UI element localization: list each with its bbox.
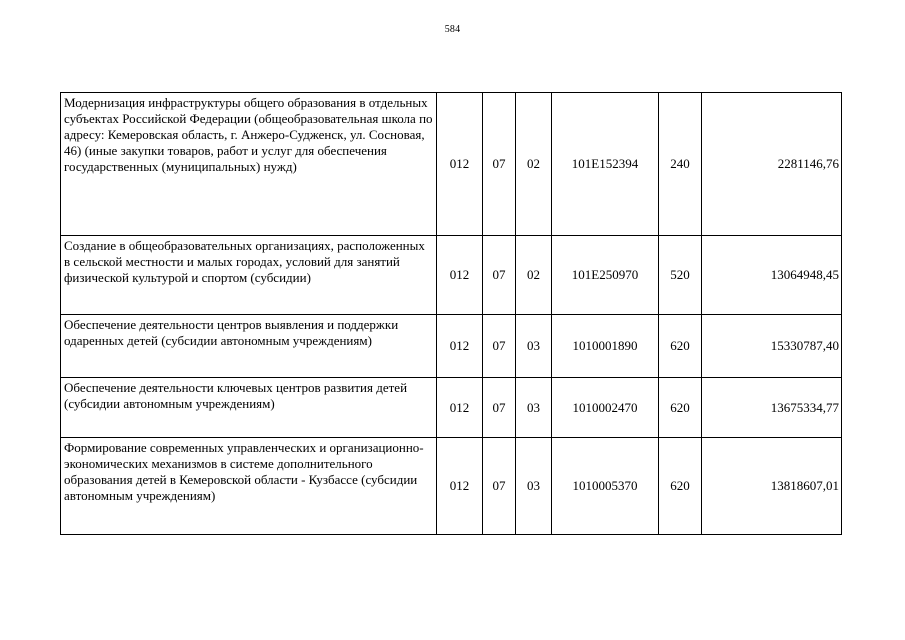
row-amount: 13675334,77 [702, 378, 842, 438]
row-description: Обеспечение деятельности центров выявления и поддержки одаренных детей (субсидии автономным учреждениям) [61, 315, 437, 378]
row-target-article: 101E152394 [552, 93, 659, 236]
row-target-article: 1010002470 [552, 378, 659, 438]
row-description: Создание в общеобразовательных организациях, расположенных в сельской местности и малых городах, условий для занятий физической культурой и спортом (субсидии) [61, 236, 437, 315]
row-target-article: 1010005370 [552, 438, 659, 535]
page-number: 584 [444, 24, 461, 35]
row-expense-type: 620 [659, 438, 702, 535]
row-description: Формирование современных управленческих и организационно-экономических механизмов в системе дополнительного образования детей в Кемеровской области - Кузбассе (субсидии автономным учреждениям) [61, 438, 437, 535]
row-subsection-code: 03 [516, 438, 552, 535]
row-subsection-code: 03 [516, 378, 552, 438]
row-section-code: 07 [483, 378, 516, 438]
row-section-code: 07 [483, 93, 516, 236]
row-amount: 15330787,40 [702, 315, 842, 378]
table-row [61, 438, 842, 535]
row-amount: 13818607,01 [702, 438, 842, 535]
row-amount: 2281146,76 [702, 93, 842, 236]
row-description: Обеспечение деятельности ключевых центров развития детей (субсидии автономным учреждениям) [61, 378, 437, 438]
row-section-code: 07 [483, 438, 516, 535]
row-amount: 13064948,45 [702, 236, 842, 315]
row-ministry-code: 012 [437, 93, 483, 236]
row-expense-type: 520 [659, 236, 702, 315]
row-subsection-code: 02 [516, 93, 552, 236]
row-expense-type: 620 [659, 315, 702, 378]
row-description: Модернизация инфраструктуры общего образования в отдельных субъектах Российской Федерации (общеобразовательная школа по адресу: Кемеровская область, г. Анжеро-Судженск, ул. Сосновая, 46) (иные закупки товаров, работ и услуг для обеспечения государственных (муниципальных) нужд) [61, 93, 437, 236]
row-ministry-code: 012 [437, 315, 483, 378]
table-row [61, 236, 842, 315]
row-ministry-code: 012 [437, 438, 483, 535]
row-target-article: 1010001890 [552, 315, 659, 378]
row-subsection-code: 03 [516, 315, 552, 378]
row-ministry-code: 012 [437, 378, 483, 438]
row-expense-type: 620 [659, 378, 702, 438]
budget-table [60, 92, 842, 535]
row-expense-type: 240 [659, 93, 702, 236]
row-section-code: 07 [483, 315, 516, 378]
table-row [61, 93, 842, 236]
row-target-article: 101E250970 [552, 236, 659, 315]
table-row [61, 315, 842, 378]
table-row [61, 378, 842, 438]
row-subsection-code: 02 [516, 236, 552, 315]
row-ministry-code: 012 [437, 236, 483, 315]
row-section-code: 07 [483, 236, 516, 315]
